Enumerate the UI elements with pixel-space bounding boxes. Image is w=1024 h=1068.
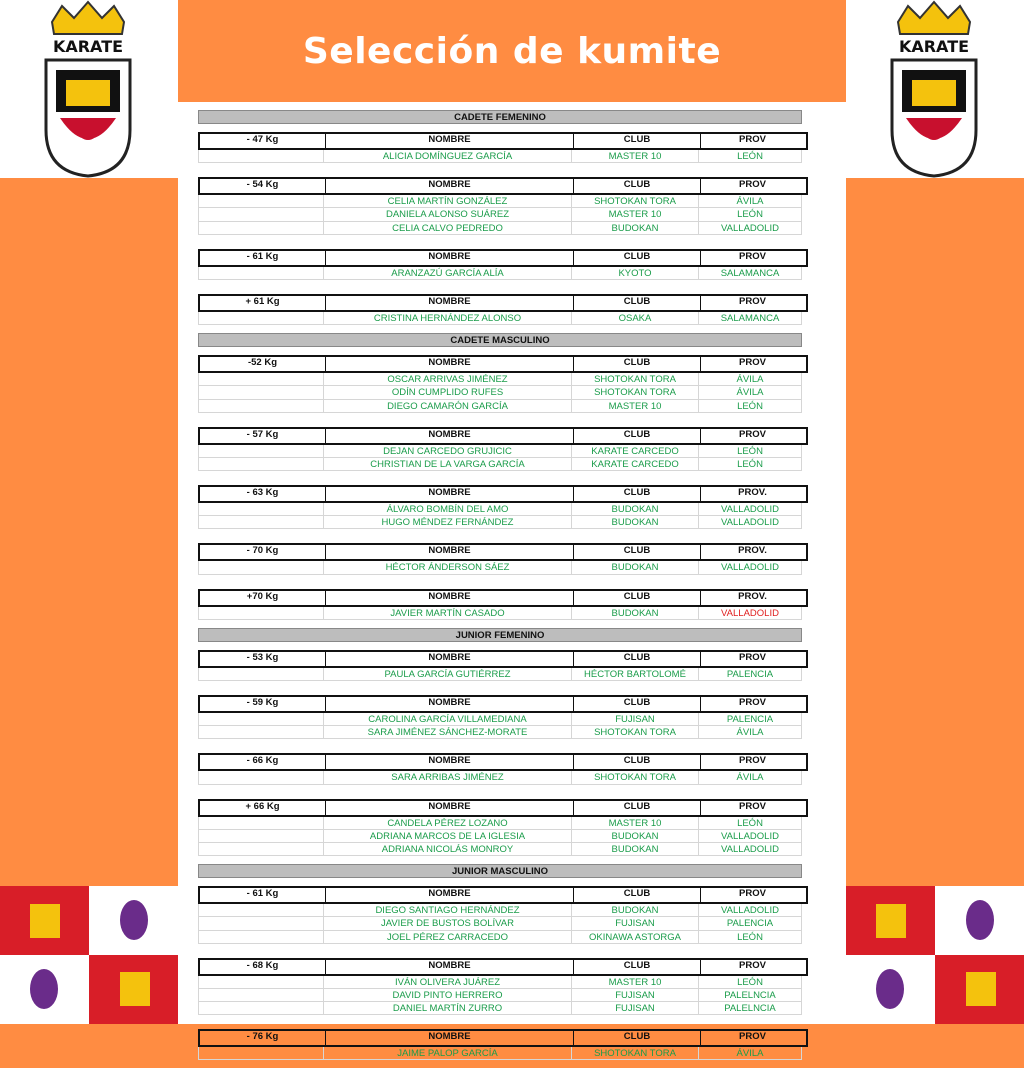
spacer [198, 642, 808, 650]
spacer [198, 102, 808, 110]
athlete-row [198, 373, 808, 386]
athlete-club: MASTER 10 [572, 817, 699, 830]
athlete-province: ÁVILA [699, 386, 802, 399]
spacer [198, 124, 808, 132]
athlete-club: BUDOKAN [572, 222, 699, 235]
prov-column-header: PROV [739, 428, 766, 440]
athlete-province: PALENCIA [699, 917, 802, 930]
prov-column-header: PROV. [738, 545, 767, 557]
name-column-header: NOMBRE [326, 960, 574, 974]
spacer [198, 1015, 808, 1029]
athlete-name: PAULA GARCÍA GUTIÉRREZ [324, 668, 572, 681]
athlete-row [198, 817, 808, 830]
athlete-club: BUDOKAN [572, 843, 699, 856]
athlete-name: DANIEL MARTÍN ZURRO [324, 1002, 572, 1015]
club-column-header: CLUB [574, 357, 701, 371]
athlete-row [198, 503, 808, 516]
karate-crest-icon [846, 0, 1024, 178]
category-header: CADETE MASCULINO [198, 333, 802, 347]
name-column-header: NOMBRE [326, 179, 574, 193]
weight-class-label: -52 Kg [200, 357, 326, 371]
weight-class-label: - 54 Kg [200, 179, 326, 193]
spacer [198, 856, 808, 864]
spacer [198, 620, 808, 628]
weight-header-row [198, 589, 808, 607]
weight-class-label: +70 Kg [200, 591, 326, 605]
empty-cell [198, 267, 324, 280]
club-column-header: CLUB [574, 591, 701, 605]
athlete-row [198, 386, 808, 399]
weight-class-label: - 63 Kg [200, 487, 326, 501]
athlete-name: JAIME PALOP GARCÍA [324, 1047, 572, 1060]
weight-class-label: - 47 Kg [200, 134, 326, 148]
athlete-province: VALLADOLID [699, 607, 802, 620]
athlete-name: ADRIANA MARCOS DE LA IGLESIA [324, 830, 572, 843]
weight-class-label: + 61 Kg [200, 296, 326, 310]
weight-header-row [198, 1029, 808, 1047]
empty-cell [198, 222, 324, 235]
prov-column-header: PROV [739, 357, 766, 369]
athlete-province: SALAMANCA [699, 267, 802, 280]
empty-cell [198, 976, 324, 989]
athlete-row [198, 668, 808, 681]
weight-header-row [198, 958, 808, 976]
name-column-header: NOMBRE [326, 545, 574, 559]
athlete-club: BUDOKAN [572, 607, 699, 620]
weight-header-row [198, 485, 808, 503]
athlete-province: LEÓN [699, 400, 802, 413]
empty-cell [198, 931, 324, 944]
athlete-name: JOEL PÉREZ CARRACEDO [324, 931, 572, 944]
athlete-row [198, 1047, 808, 1060]
club-column-header: CLUB [574, 1031, 701, 1045]
prov-column-header: PROV [739, 134, 766, 145]
karate-crest-icon [0, 0, 178, 178]
empty-cell [198, 771, 324, 784]
name-column-header: NOMBRE [326, 697, 574, 711]
athlete-province: PALENCIA [699, 668, 802, 681]
athlete-club: BUDOKAN [572, 503, 699, 516]
athlete-province: VALLADOLID [699, 843, 802, 856]
empty-cell [198, 726, 324, 739]
athlete-name: CANDELA PÉREZ LOZANO [324, 817, 572, 830]
club-column-header: CLUB [574, 652, 701, 666]
athlete-province: ÁVILA [699, 195, 802, 208]
weight-header-row [198, 886, 808, 904]
weight-header-row [198, 177, 808, 195]
athlete-name: CHRISTIAN DE LA VARGA GARCÍA [324, 458, 572, 471]
castilla-leon-flag-icon [0, 886, 178, 1024]
athlete-row [198, 222, 808, 235]
empty-cell [198, 516, 324, 529]
athlete-club: BUDOKAN [572, 516, 699, 529]
athlete-province: VALLADOLID [699, 904, 802, 917]
athlete-club: KARATE CARCEDO [572, 458, 699, 471]
prov-column-header: PROV. [738, 487, 767, 499]
athlete-name: HÉCTOR ÁNDERSON SÁEZ [324, 561, 572, 574]
prov-column-header: PROV [739, 697, 766, 708]
athlete-name: ODÍN CUMPLIDO RUFES [324, 386, 572, 399]
athlete-row [198, 830, 808, 843]
athlete-name: SARA ARRIBAS JIMÉNEZ [324, 771, 572, 784]
athlete-club: SHOTOKAN TORA [572, 771, 699, 784]
athlete-club: FUJISAN [572, 1002, 699, 1015]
athlete-club: FUJISAN [572, 713, 699, 726]
club-column-header: CLUB [574, 429, 701, 443]
prov-column-header: PROV [739, 800, 766, 812]
weight-header-row [198, 355, 808, 373]
name-column-header: NOMBRE [326, 755, 574, 769]
empty-cell [198, 668, 324, 681]
athlete-row [198, 561, 808, 574]
spacer [198, 739, 808, 753]
club-column-header: CLUB [574, 487, 701, 501]
athlete-province: ÁVILA [699, 771, 802, 784]
karate-logo-left [0, 0, 178, 178]
empty-cell [198, 195, 324, 208]
athlete-province: ÁVILA [699, 726, 802, 739]
weight-class-label: - 66 Kg [200, 755, 326, 769]
spacer [198, 1060, 808, 1068]
club-column-header: CLUB [574, 134, 701, 148]
spacer [198, 575, 808, 589]
prov-column-header: PROV [739, 959, 766, 971]
weight-header-row [198, 249, 808, 267]
athlete-province: ÁVILA [699, 1047, 802, 1060]
page-title: Selección de kumite [302, 30, 722, 72]
athlete-province: VALLADOLID [699, 222, 802, 235]
empty-cell [198, 917, 324, 930]
weight-class-label: + 66 Kg [200, 801, 326, 815]
athlete-name: DANIELA ALONSO SUÁREZ [324, 208, 572, 221]
empty-cell [198, 989, 324, 1002]
athlete-row [198, 150, 808, 163]
prov-column-header: PROV. [738, 590, 767, 602]
athlete-row [198, 400, 808, 413]
athlete-club: SHOTOKAN TORA [572, 386, 699, 399]
empty-cell [198, 312, 324, 325]
spacer [198, 413, 808, 427]
club-column-header: CLUB [574, 251, 701, 265]
club-column-header: CLUB [574, 888, 701, 902]
athlete-name: DEJAN CARCEDO GRUJICIC [324, 445, 572, 458]
name-column-header: NOMBRE [326, 487, 574, 501]
athlete-row [198, 917, 808, 930]
club-column-header: CLUB [574, 960, 701, 974]
athlete-row [198, 607, 808, 620]
athlete-row [198, 931, 808, 944]
athlete-province: LEÓN [699, 458, 802, 471]
castilla-leon-flag-right [846, 886, 1024, 1024]
athlete-province: LEÓN [699, 445, 802, 458]
athlete-club: BUDOKAN [572, 830, 699, 843]
athlete-name: ÁLVARO BOMBÍN DEL AMO [324, 503, 572, 516]
club-column-header: CLUB [574, 545, 701, 559]
prov-column-header: PROV [739, 888, 766, 900]
athlete-club: FUJISAN [572, 989, 699, 1002]
athlete-row [198, 989, 808, 1002]
weight-header-row [198, 799, 808, 817]
empty-cell [198, 208, 324, 221]
name-column-header: NOMBRE [326, 801, 574, 815]
svg-text:KARATE: KARATE [898, 37, 970, 56]
weight-class-label: - 57 Kg [200, 429, 326, 443]
athlete-row [198, 195, 808, 208]
athlete-row [198, 312, 808, 325]
athlete-name: CELIA CALVO PEDREDO [324, 222, 572, 235]
empty-cell [198, 830, 324, 843]
weight-class-label: - 61 Kg [200, 251, 326, 265]
empty-cell [198, 400, 324, 413]
athlete-province: LEÓN [699, 208, 802, 221]
athlete-name: CRISTINA HERNÁNDEZ ALONSO [324, 312, 572, 325]
club-column-header: CLUB [574, 801, 701, 815]
karate-logo-right [846, 0, 1024, 178]
athlete-row [198, 458, 808, 471]
athlete-row [198, 267, 808, 280]
weight-class-label: - 70 Kg [200, 545, 326, 559]
name-column-header: NOMBRE [326, 251, 574, 265]
weight-header-row [198, 543, 808, 561]
spacer [198, 471, 808, 485]
athlete-club: BUDOKAN [572, 561, 699, 574]
category-header: JUNIOR MASCULINO [198, 864, 802, 878]
prov-column-header: PROV [739, 179, 766, 191]
athlete-club: SHOTOKAN TORA [572, 1047, 699, 1060]
athlete-row [198, 726, 808, 739]
name-column-header: NOMBRE [326, 296, 574, 310]
spacer [198, 681, 808, 695]
athlete-row [198, 516, 808, 529]
name-column-header: NOMBRE [326, 429, 574, 443]
athlete-name: JAVIER DE BUSTOS BOLÍVAR [324, 917, 572, 930]
spacer [198, 235, 808, 249]
spacer [198, 163, 808, 177]
empty-cell [198, 150, 324, 163]
spacer [198, 529, 808, 543]
prov-column-header: PROV [739, 295, 766, 307]
athlete-club: OKINAWA ASTORGA [572, 931, 699, 944]
selection-table [198, 102, 808, 1068]
weight-header-row [198, 650, 808, 668]
category-header: CADETE FEMENINO [198, 110, 802, 124]
name-column-header: NOMBRE [326, 591, 574, 605]
weight-class-label: - 61 Kg [200, 888, 326, 902]
empty-cell [198, 445, 324, 458]
athlete-row [198, 771, 808, 784]
athlete-name: ALICIA DOMÍNGUEZ GARCÍA [324, 150, 572, 163]
empty-cell [198, 713, 324, 726]
club-column-header: CLUB [574, 179, 701, 193]
weight-header-row [198, 132, 808, 150]
title-banner [178, 0, 846, 102]
weight-class-label: - 76 Kg [200, 1031, 326, 1045]
athlete-province: LEÓN [699, 817, 802, 830]
athlete-club: KARATE CARCEDO [572, 445, 699, 458]
athlete-name: CAROLINA GARCÍA VILLAMEDIANA [324, 713, 572, 726]
athlete-province: VALLADOLID [699, 503, 802, 516]
athlete-name: OSCAR ARRIVAS JIMÉNEZ [324, 373, 572, 386]
athlete-row [198, 976, 808, 989]
athlete-club: FUJISAN [572, 917, 699, 930]
athlete-club: SHOTOKAN TORA [572, 195, 699, 208]
athlete-club: SHOTOKAN TORA [572, 726, 699, 739]
athlete-club: MASTER 10 [572, 150, 699, 163]
empty-cell [198, 503, 324, 516]
club-column-header: CLUB [574, 697, 701, 711]
club-column-header: CLUB [574, 296, 701, 310]
athlete-club: BUDOKAN [572, 904, 699, 917]
empty-cell [198, 607, 324, 620]
weight-class-label: - 59 Kg [200, 697, 326, 711]
category-header: JUNIOR FEMENINO [198, 628, 802, 642]
prov-column-header: PROV [739, 755, 766, 767]
empty-cell [198, 817, 324, 830]
athlete-row [198, 904, 808, 917]
club-column-header: CLUB [574, 755, 701, 769]
athlete-name: DIEGO SANTIAGO HERNÁNDEZ [324, 904, 572, 917]
prov-column-header: PROV [739, 651, 766, 663]
castilla-leon-flag-left [0, 886, 178, 1024]
athlete-club: OSAKA [572, 312, 699, 325]
athlete-province: PALELNCIA [699, 1002, 802, 1015]
athlete-province: PALENCIA [699, 713, 802, 726]
athlete-row [198, 208, 808, 221]
athlete-row [198, 843, 808, 856]
prov-column-header: PROV [739, 250, 766, 262]
name-column-header: NOMBRE [326, 888, 574, 902]
castilla-leon-flag-icon [846, 886, 1024, 1024]
athlete-province: LEÓN [699, 931, 802, 944]
spacer [198, 785, 808, 799]
empty-cell [198, 1002, 324, 1015]
empty-cell [198, 843, 324, 856]
athlete-name: IVÁN OLIVERA JUÁREZ [324, 976, 572, 989]
athlete-name: JAVIER MARTÍN CASADO [324, 607, 572, 620]
athlete-province: LEÓN [699, 150, 802, 163]
spacer [198, 280, 808, 294]
athlete-province: VALLADOLID [699, 561, 802, 574]
empty-cell [198, 561, 324, 574]
athlete-row [198, 713, 808, 726]
selection-sheet [178, 102, 846, 1060]
spacer [198, 878, 808, 886]
athlete-club: HÉCTOR BARTOLOMÉ [572, 668, 699, 681]
athlete-province: LEÓN [699, 976, 802, 989]
athlete-club: SHOTOKAN TORA [572, 373, 699, 386]
athlete-name: CELIA MARTÍN GONZÁLEZ [324, 195, 572, 208]
athlete-name: DAVID PINTO HERRERO [324, 989, 572, 1002]
weight-header-row [198, 695, 808, 713]
name-column-header: NOMBRE [326, 1031, 574, 1045]
athlete-province: VALLADOLID [699, 830, 802, 843]
spacer [198, 944, 808, 958]
spacer [198, 347, 808, 355]
empty-cell [198, 904, 324, 917]
athlete-row [198, 445, 808, 458]
empty-cell [198, 1047, 324, 1060]
svg-text:KARATE: KARATE [52, 37, 124, 56]
athlete-name: DIEGO CAMARÓN GARCÍA [324, 400, 572, 413]
athlete-name: HUGO MÉNDEZ FERNÁNDEZ [324, 516, 572, 529]
athlete-province: SALAMANCA [699, 312, 802, 325]
athlete-province: VALLADOLID [699, 516, 802, 529]
weight-header-row [198, 294, 808, 312]
name-column-header: NOMBRE [326, 357, 574, 371]
weight-class-label: - 53 Kg [200, 652, 326, 666]
prov-column-header: PROV [739, 1031, 766, 1043]
athlete-club: MASTER 10 [572, 976, 699, 989]
weight-class-label: - 68 Kg [200, 960, 326, 974]
athlete-name: ARANZAZÚ GARCÍA ALÍA [324, 267, 572, 280]
athlete-province: PALELNCIA [699, 989, 802, 1002]
athlete-name: SARA JIMÉNEZ SÁNCHEZ-MORATE [324, 726, 572, 739]
athlete-club: KYOTO [572, 267, 699, 280]
athlete-province: ÁVILA [699, 373, 802, 386]
name-column-header: NOMBRE [326, 134, 574, 148]
athlete-name: ADRIANA NICOLÁS MONROY [324, 843, 572, 856]
weight-header-row [198, 753, 808, 771]
weight-header-row [198, 427, 808, 445]
empty-cell [198, 458, 324, 471]
athlete-club: MASTER 10 [572, 208, 699, 221]
empty-cell [198, 373, 324, 386]
name-column-header: NOMBRE [326, 652, 574, 666]
empty-cell [198, 386, 324, 399]
athlete-row [198, 1002, 808, 1015]
spacer [198, 325, 808, 333]
athlete-club: MASTER 10 [572, 400, 699, 413]
